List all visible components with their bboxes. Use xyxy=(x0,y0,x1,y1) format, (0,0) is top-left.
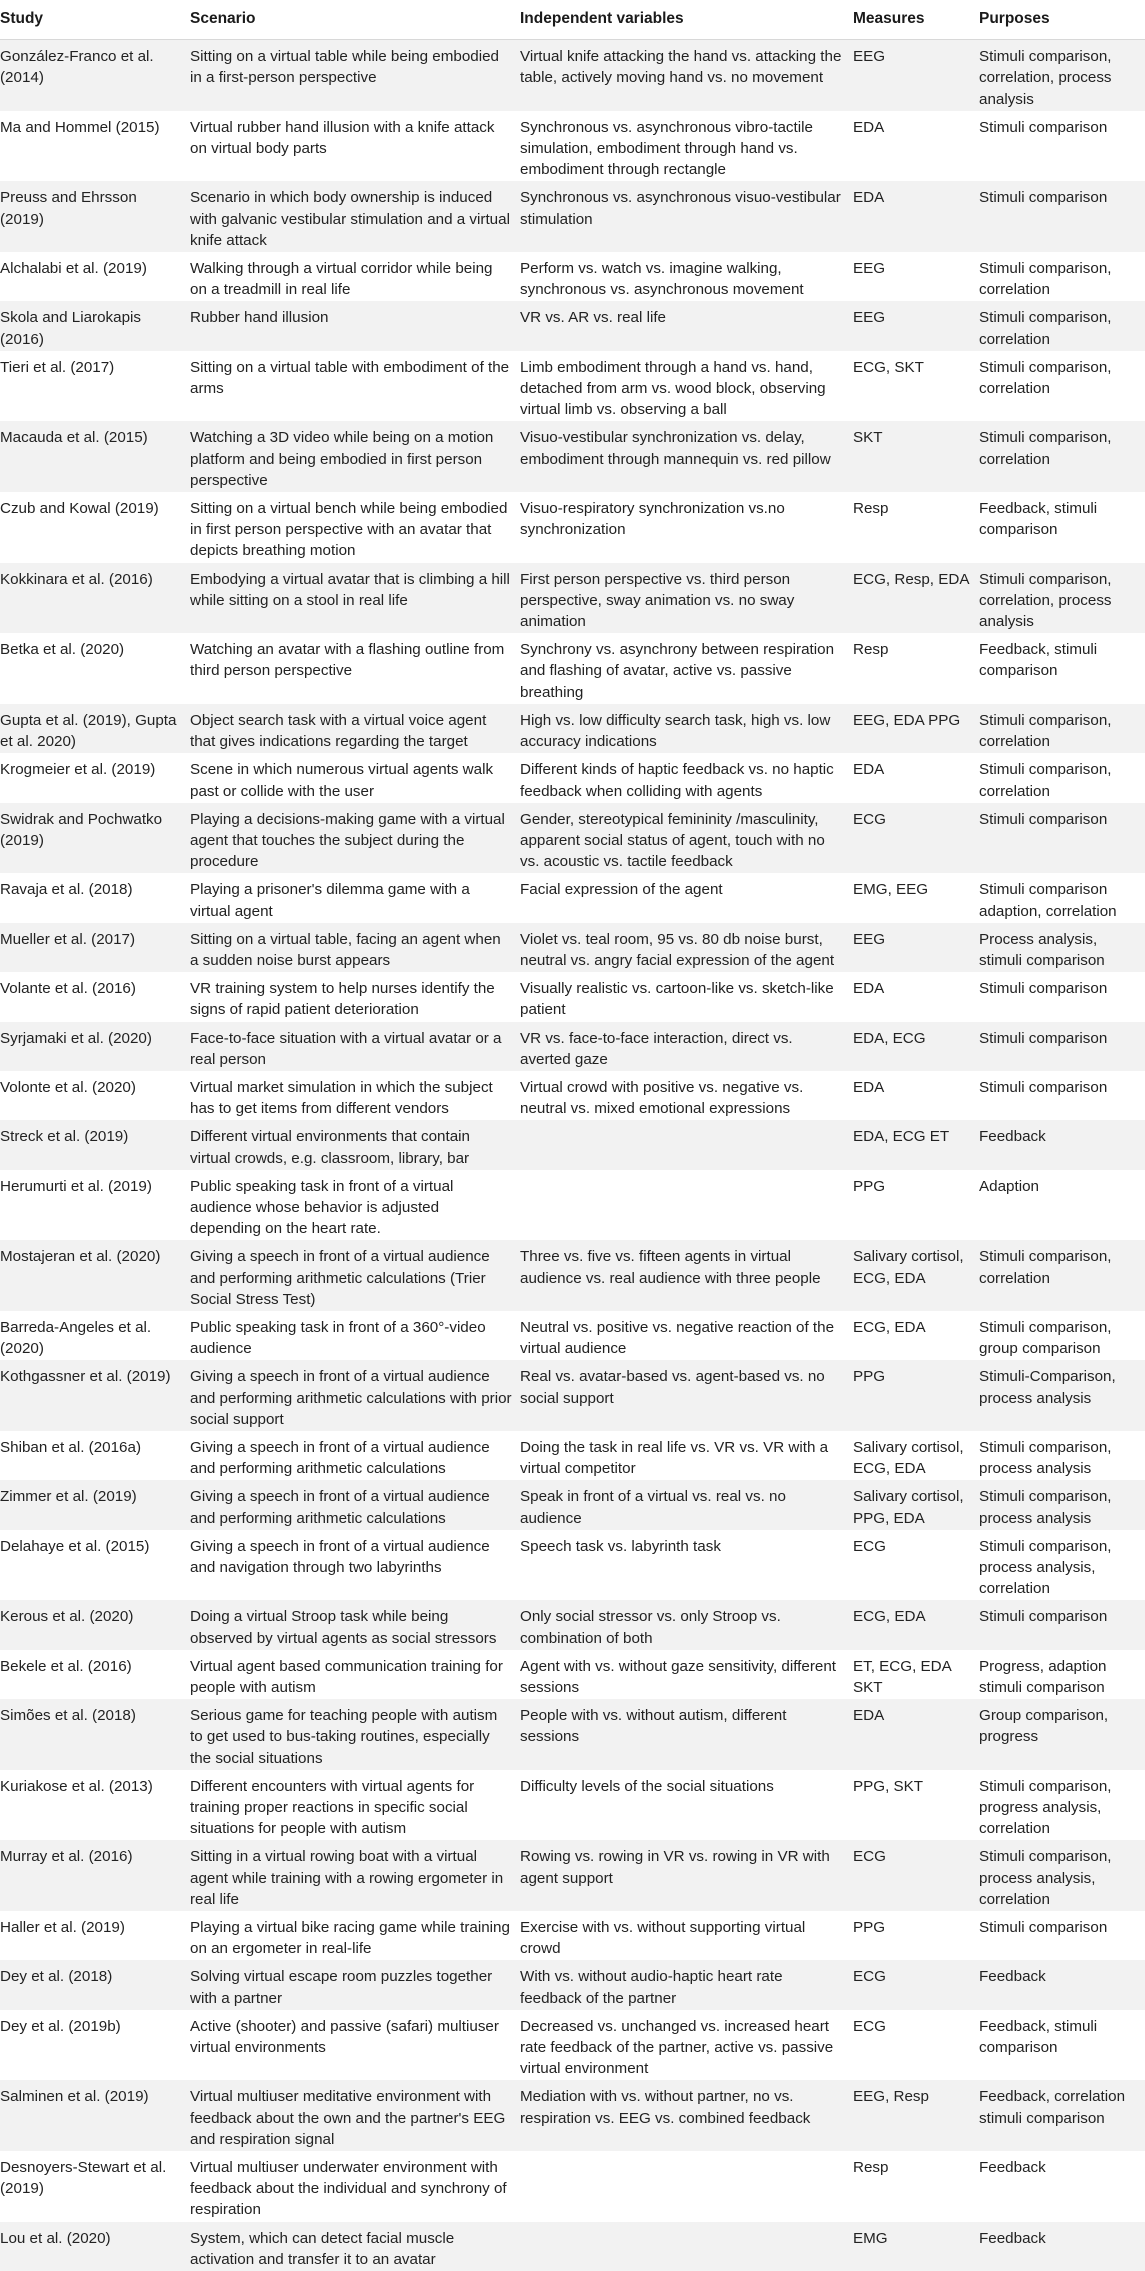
table-row xyxy=(0,1170,1145,1241)
measures-cell: EEG xyxy=(853,40,979,111)
independent-variables-cell: People with vs. without autism, different sessions xyxy=(520,1699,853,1770)
study-cell: Swidrak and Pochwatko (2019) xyxy=(0,803,190,874)
scenario-cell: Scene in which numerous virtual agents walk past or collide with the user xyxy=(190,753,520,802)
measures-cell: ECG, EDA xyxy=(853,1600,979,1649)
purposes-cell: Stimuli comparison xyxy=(979,181,1145,252)
scenario-cell: Walking through a virtual corridor while being on a treadmill in real life xyxy=(190,252,520,301)
study-cell: Barreda-Angeles et al. (2020) xyxy=(0,1311,190,1360)
scenario-cell: Sitting on a virtual table while being embodied in a first-person perspective xyxy=(190,40,520,111)
study-cell: Shiban et al. (2016a) xyxy=(0,1431,190,1480)
scenario-cell: Face-to-face situation with a virtual avatar or a real person xyxy=(190,1022,520,1071)
measures-cell: ECG xyxy=(853,1530,979,1601)
study-cell: Czub and Kowal (2019) xyxy=(0,492,190,563)
study-cell: Syrjamaki et al. (2020) xyxy=(0,1022,190,1071)
table-row xyxy=(0,2222,1145,2271)
column-header-study: Study xyxy=(0,0,190,40)
independent-variables-cell xyxy=(520,2151,853,2222)
purposes-cell: Stimuli comparison, process analysis, correlation xyxy=(979,1530,1145,1601)
column-header-purposes: Purposes xyxy=(979,0,1145,40)
independent-variables-cell: High vs. low difficulty search task, high vs. low accuracy indications xyxy=(520,704,853,753)
table-row xyxy=(0,351,1145,422)
purposes-cell: Feedback xyxy=(979,1960,1145,2009)
measures-cell: SKT xyxy=(853,421,979,492)
table-row xyxy=(0,803,1145,874)
scenario-cell: Giving a speech in front of a virtual audience and performing arithmetic calculations with prior social support xyxy=(190,1360,520,1431)
independent-variables-cell: Exercise with vs. without supporting virtual crowd xyxy=(520,1911,853,1960)
table-row xyxy=(0,1960,1145,2009)
purposes-cell: Stimuli comparison xyxy=(979,972,1145,1021)
scenario-cell: Watching an avatar with a flashing outline from third person perspective xyxy=(190,633,520,704)
independent-variables-cell: Synchronous vs. asynchronous vibro-tactile simulation, embodiment through hand vs. embodiment through rectangle xyxy=(520,111,853,182)
table-row xyxy=(0,753,1145,802)
independent-variables-cell: Rowing vs. rowing in VR vs. rowing in VR with agent support xyxy=(520,1840,853,1911)
table-row xyxy=(0,1600,1145,1649)
measures-cell: ECG xyxy=(853,2010,979,2081)
table-header xyxy=(0,0,1145,40)
independent-variables-cell: Visually realistic vs. cartoon-like vs. sketch-like patient xyxy=(520,972,853,1021)
table-row xyxy=(0,1699,1145,1770)
measures-cell: EDA xyxy=(853,972,979,1021)
scenario-cell: Playing a prisoner's dilemma game with a virtual agent xyxy=(190,873,520,922)
scenario-cell: Embodying a virtual avatar that is climbing a hill while sitting on a stool in real life xyxy=(190,563,520,634)
column-header-independent-variables: Independent variables xyxy=(520,0,853,40)
purposes-cell: Stimuli comparison, correlation xyxy=(979,252,1145,301)
table-row xyxy=(0,972,1145,1021)
purposes-cell: Stimuli comparison xyxy=(979,1022,1145,1071)
scenario-cell: Serious game for teaching people with autism to get used to bus-taking routines, especially the social situations xyxy=(190,1699,520,1770)
purposes-cell: Stimuli comparison, process analysis, correlation xyxy=(979,1840,1145,1911)
measures-cell: Resp xyxy=(853,633,979,704)
independent-variables-cell: Three vs. five vs. fifteen agents in virtual audience vs. real audience with three people xyxy=(520,1240,853,1311)
measures-cell: PPG xyxy=(853,1360,979,1431)
table-row xyxy=(0,301,1145,350)
measures-cell: EMG, EEG xyxy=(853,873,979,922)
independent-variables-cell: Gender, stereotypical femininity /masculinity, apparent social status of agent, touch with no vs. acoustic vs. tactile feedback xyxy=(520,803,853,874)
measures-cell: PPG xyxy=(853,1170,979,1241)
measures-cell: ECG xyxy=(853,1840,979,1911)
study-cell: González-Franco et al. (2014) xyxy=(0,40,190,111)
study-cell: Mostajeran et al. (2020) xyxy=(0,1240,190,1311)
scenario-cell: Virtual rubber hand illusion with a knife attack on virtual body parts xyxy=(190,111,520,182)
purposes-cell: Progress, adaption stimuli comparison xyxy=(979,1650,1145,1699)
table-row xyxy=(0,1840,1145,1911)
study-cell: Murray et al. (2016) xyxy=(0,1840,190,1911)
study-cell: Streck et al. (2019) xyxy=(0,1120,190,1169)
purposes-cell: Stimuli comparison, correlation, process analysis xyxy=(979,563,1145,634)
study-cell: Krogmeier et al. (2019) xyxy=(0,753,190,802)
measures-cell: Salivary cortisol, PPG, EDA xyxy=(853,1480,979,1529)
independent-variables-cell: Visuo-respiratory synchronization vs.no synchronization xyxy=(520,492,853,563)
measures-cell: Salivary cortisol, ECG, EDA xyxy=(853,1431,979,1480)
table-body xyxy=(0,40,1145,2271)
scenario-cell: System, which can detect facial muscle activation and transfer it to an avatar xyxy=(190,2222,520,2271)
scenario-cell: Scenario in which body ownership is induced with galvanic vestibular stimulation and a virtual knife attack xyxy=(190,181,520,252)
purposes-cell: Stimuli comparison xyxy=(979,1071,1145,1120)
study-cell: Dey et al. (2019b) xyxy=(0,2010,190,2081)
purposes-cell: Stimuli comparison, correlation xyxy=(979,1240,1145,1311)
column-header-scenario: Scenario xyxy=(190,0,520,40)
scenario-cell: Giving a speech in front of a virtual audience and performing arithmetic calculations (Trier Social Stress Test) xyxy=(190,1240,520,1311)
independent-variables-cell xyxy=(520,1120,853,1169)
scenario-cell: Different encounters with virtual agents for training proper reactions in specific social situations for people with autism xyxy=(190,1770,520,1841)
independent-variables-cell: Neutral vs. positive vs. negative reaction of the virtual audience xyxy=(520,1311,853,1360)
table-row xyxy=(0,181,1145,252)
table-row xyxy=(0,421,1145,492)
column-header-measures: Measures xyxy=(853,0,979,40)
purposes-cell: Stimuli-Comparison, process analysis xyxy=(979,1360,1145,1431)
measures-cell: ECG, SKT xyxy=(853,351,979,422)
purposes-cell: Stimuli comparison, group comparison xyxy=(979,1311,1145,1360)
scenario-cell: Public speaking task in front of a 360°-video audience xyxy=(190,1311,520,1360)
independent-variables-cell: Difficulty levels of the social situations xyxy=(520,1770,853,1841)
purposes-cell: Feedback, stimuli comparison xyxy=(979,492,1145,563)
independent-variables-cell: Decreased vs. unchanged vs. increased heart rate feedback of the partner, active vs. passive virtual environment xyxy=(520,2010,853,2081)
measures-cell: EDA xyxy=(853,753,979,802)
study-cell: Preuss and Ehrsson (2019) xyxy=(0,181,190,252)
scenario-cell: Doing a virtual Stroop task while being observed by virtual agents as social stressors xyxy=(190,1600,520,1649)
table-row xyxy=(0,923,1145,972)
measures-cell: ECG xyxy=(853,803,979,874)
table-row xyxy=(0,704,1145,753)
measures-cell: EDA xyxy=(853,111,979,182)
purposes-cell: Feedback, correlation stimuli comparison xyxy=(979,2080,1145,2151)
independent-variables-cell: Doing the task in real life vs. VR vs. VR with a virtual competitor xyxy=(520,1431,853,1480)
table-row xyxy=(0,2080,1145,2151)
study-cell: Macauda et al. (2015) xyxy=(0,421,190,492)
purposes-cell: Stimuli comparison, correlation xyxy=(979,351,1145,422)
table-row xyxy=(0,1480,1145,1529)
measures-cell: PPG, SKT xyxy=(853,1770,979,1841)
table-row xyxy=(0,873,1145,922)
independent-variables-cell: With vs. without audio-haptic heart rate feedback of the partner xyxy=(520,1960,853,2009)
scenario-cell: Virtual multiuser underwater environment with feedback about the individual and synchrony of respiration xyxy=(190,2151,520,2222)
measures-cell: EMG xyxy=(853,2222,979,2271)
study-cell: Kuriakose et al. (2013) xyxy=(0,1770,190,1841)
study-cell: Salminen et al. (2019) xyxy=(0,2080,190,2151)
independent-variables-cell xyxy=(520,1170,853,1241)
study-cell: Lou et al. (2020) xyxy=(0,2222,190,2271)
study-cell: Mueller et al. (2017) xyxy=(0,923,190,972)
scenario-cell: Sitting in a virtual rowing boat with a virtual agent while training with a rowing ergometer in real life xyxy=(190,1840,520,1911)
header-row xyxy=(0,0,1145,40)
purposes-cell: Feedback xyxy=(979,2151,1145,2222)
study-cell: Simões et al. (2018) xyxy=(0,1699,190,1770)
purposes-cell: Stimuli comparison adaption, correlation xyxy=(979,873,1145,922)
table-row xyxy=(0,1022,1145,1071)
study-cell: Zimmer et al. (2019) xyxy=(0,1480,190,1529)
study-cell: Kothgassner et al. (2019) xyxy=(0,1360,190,1431)
table-row xyxy=(0,563,1145,634)
table-row xyxy=(0,1431,1145,1480)
purposes-cell: Stimuli comparison, process analysis xyxy=(979,1431,1145,1480)
measures-cell: ET, ECG, EDA SKT xyxy=(853,1650,979,1699)
study-cell: Delahaye et al. (2015) xyxy=(0,1530,190,1601)
purposes-cell: Stimuli comparison, correlation xyxy=(979,301,1145,350)
independent-variables-cell: Agent with vs. without gaze sensitivity, different sessions xyxy=(520,1650,853,1699)
study-cell: Desnoyers-Stewart et al. (2019) xyxy=(0,2151,190,2222)
table-row xyxy=(0,2151,1145,2222)
measures-cell: EEG xyxy=(853,301,979,350)
table-row xyxy=(0,40,1145,111)
purposes-cell: Stimuli comparison, correlation xyxy=(979,704,1145,753)
purposes-cell: Stimuli comparison, correlation xyxy=(979,421,1145,492)
study-cell: Skola and Liarokapis (2016) xyxy=(0,301,190,350)
measures-cell: ECG xyxy=(853,1960,979,2009)
independent-variables-cell: Mediation with vs. without partner, no vs. respiration vs. EEG vs. combined feedback xyxy=(520,2080,853,2151)
scenario-cell: Sitting on a virtual table with embodiment of the arms xyxy=(190,351,520,422)
independent-variables-cell: Only social stressor vs. only Stroop vs. combination of both xyxy=(520,1600,853,1649)
study-cell: Bekele et al. (2016) xyxy=(0,1650,190,1699)
scenario-cell: Giving a speech in front of a virtual audience and performing arithmetic calculations xyxy=(190,1431,520,1480)
scenario-cell: Virtual agent based communication training for people with autism xyxy=(190,1650,520,1699)
purposes-cell: Stimuli comparison, progress analysis, correlation xyxy=(979,1770,1145,1841)
purposes-cell: Group comparison, progress xyxy=(979,1699,1145,1770)
study-cell: Kokkinara et al. (2016) xyxy=(0,563,190,634)
table-row xyxy=(0,2010,1145,2081)
table-row xyxy=(0,1240,1145,1311)
study-cell: Kerous et al. (2020) xyxy=(0,1600,190,1649)
study-cell: Alchalabi et al. (2019) xyxy=(0,252,190,301)
measures-cell: EDA, ECG ET xyxy=(853,1120,979,1169)
scenario-cell: Playing a virtual bike racing game while training on an ergometer in real-life xyxy=(190,1911,520,1960)
measures-cell: ECG, EDA xyxy=(853,1311,979,1360)
purposes-cell: Feedback, stimuli comparison xyxy=(979,2010,1145,2081)
purposes-cell: Stimuli comparison, correlation, process analysis xyxy=(979,40,1145,111)
purposes-cell: Stimuli comparison xyxy=(979,1911,1145,1960)
purposes-cell: Stimuli comparison xyxy=(979,803,1145,874)
table-row xyxy=(0,492,1145,563)
purposes-cell: Feedback xyxy=(979,2222,1145,2271)
scenario-cell: Virtual multiuser meditative environment with feedback about the own and the partner's EEG and respiration signal xyxy=(190,2080,520,2151)
independent-variables-cell: Virtual knife attacking the hand vs. attacking the table, actively moving hand vs. no movement xyxy=(520,40,853,111)
study-cell: Gupta et al. (2019), Gupta et al. 2020) xyxy=(0,704,190,753)
measures-cell: EEG xyxy=(853,252,979,301)
study-cell: Volonte et al. (2020) xyxy=(0,1071,190,1120)
measures-cell: ECG, Resp, EDA xyxy=(853,563,979,634)
purposes-cell: Feedback xyxy=(979,1120,1145,1169)
scenario-cell: VR training system to help nurses identify the signs of rapid patient deterioration xyxy=(190,972,520,1021)
measures-cell: EEG, EDA PPG xyxy=(853,704,979,753)
scenario-cell: Rubber hand illusion xyxy=(190,301,520,350)
independent-variables-cell: Limb embodiment through a hand vs. hand, detached from arm vs. wood block, observing virtual limb vs. observing a ball xyxy=(520,351,853,422)
purposes-cell: Stimuli comparison xyxy=(979,111,1145,182)
table-row xyxy=(0,1911,1145,1960)
scenario-cell: Playing a decisions-making game with a virtual agent that touches the subject during the procedure xyxy=(190,803,520,874)
scenario-cell: Sitting on a virtual table, facing an agent when a sudden noise burst appears xyxy=(190,923,520,972)
purposes-cell: Stimuli comparison xyxy=(979,1600,1145,1649)
table-row xyxy=(0,1770,1145,1841)
study-cell: Tieri et al. (2017) xyxy=(0,351,190,422)
independent-variables-cell: Violet vs. teal room, 95 vs. 80 db noise burst, neutral vs. angry facial expression of the agent xyxy=(520,923,853,972)
scenario-cell: Object search task with a virtual voice agent that gives indications regarding the target xyxy=(190,704,520,753)
independent-variables-cell: Visuo-vestibular synchronization vs. delay, embodiment through mannequin vs. red pillow xyxy=(520,421,853,492)
independent-variables-cell: Synchrony vs. asynchrony between respiration and flashing of avatar, active vs. passive breathing xyxy=(520,633,853,704)
measures-cell: Resp xyxy=(853,492,979,563)
purposes-cell: Adaption xyxy=(979,1170,1145,1241)
independent-variables-cell: Facial expression of the agent xyxy=(520,873,853,922)
table-row xyxy=(0,1120,1145,1169)
study-cell: Ma and Hommel (2015) xyxy=(0,111,190,182)
study-cell: Haller et al. (2019) xyxy=(0,1911,190,1960)
table-row xyxy=(0,1071,1145,1120)
purposes-cell: Process analysis, stimuli comparison xyxy=(979,923,1145,972)
study-cell: Volante et al. (2016) xyxy=(0,972,190,1021)
study-cell: Herumurti et al. (2019) xyxy=(0,1170,190,1241)
scenario-cell: Watching a 3D video while being on a motion platform and being embodied in first person perspective xyxy=(190,421,520,492)
table-row xyxy=(0,111,1145,182)
scenario-cell: Giving a speech in front of a virtual audience and performing arithmetic calculations xyxy=(190,1480,520,1529)
independent-variables-cell: VR vs. AR vs. real life xyxy=(520,301,853,350)
study-cell: Dey et al. (2018) xyxy=(0,1960,190,2009)
table-row xyxy=(0,252,1145,301)
scenario-cell: Active (shooter) and passive (safari) multiuser virtual environments xyxy=(190,2010,520,2081)
independent-variables-cell: VR vs. face-to-face interaction, direct vs. averted gaze xyxy=(520,1022,853,1071)
measures-cell: EEG, Resp xyxy=(853,2080,979,2151)
scenario-cell: Different virtual environments that contain virtual crowds, e.g. classroom, library, bar xyxy=(190,1120,520,1169)
measures-cell: EDA xyxy=(853,1699,979,1770)
table-row xyxy=(0,1360,1145,1431)
independent-variables-cell: Real vs. avatar-based vs. agent-based vs. no social support xyxy=(520,1360,853,1431)
measures-cell: EEG xyxy=(853,923,979,972)
independent-variables-cell: Synchronous vs. asynchronous visuo-vestibular stimulation xyxy=(520,181,853,252)
study-cell: Ravaja et al. (2018) xyxy=(0,873,190,922)
table-row xyxy=(0,633,1145,704)
measures-cell: Resp xyxy=(853,2151,979,2222)
independent-variables-cell: Perform vs. watch vs. imagine walking, synchronous vs. asynchronous movement xyxy=(520,252,853,301)
independent-variables-cell: Speech task vs. labyrinth task xyxy=(520,1530,853,1601)
table-row xyxy=(0,1311,1145,1360)
study-cell: Betka et al. (2020) xyxy=(0,633,190,704)
scenario-cell: Public speaking task in front of a virtual audience whose behavior is adjusted depending on the heart rate. xyxy=(190,1170,520,1241)
independent-variables-cell xyxy=(520,2222,853,2271)
independent-variables-cell: First person perspective vs. third person perspective, sway animation vs. no sway animation xyxy=(520,563,853,634)
scenario-cell: Virtual market simulation in which the subject has to get items from different vendors xyxy=(190,1071,520,1120)
purposes-cell: Stimuli comparison, correlation xyxy=(979,753,1145,802)
measures-cell: Salivary cortisol, ECG, EDA xyxy=(853,1240,979,1311)
scenario-cell: Giving a speech in front of a virtual audience and navigation through two labyrinths xyxy=(190,1530,520,1601)
independent-variables-cell: Speak in front of a virtual vs. real vs. no audience xyxy=(520,1480,853,1529)
purposes-cell: Feedback, stimuli comparison xyxy=(979,633,1145,704)
scenario-cell: Solving virtual escape room puzzles together with a partner xyxy=(190,1960,520,2009)
purposes-cell: Stimuli comparison, process analysis xyxy=(979,1480,1145,1529)
measures-cell: EDA, ECG xyxy=(853,1022,979,1071)
scenario-cell: Sitting on a virtual bench while being embodied in first person perspective with an avatar that depicts breathing motion xyxy=(190,492,520,563)
measures-cell: EDA xyxy=(853,1071,979,1120)
measures-cell: PPG xyxy=(853,1911,979,1960)
table-row xyxy=(0,1650,1145,1699)
measures-cell: EDA xyxy=(853,181,979,252)
independent-variables-cell: Virtual crowd with positive vs. negative vs. neutral vs. mixed emotional expressions xyxy=(520,1071,853,1120)
independent-variables-cell: Different kinds of haptic feedback vs. no haptic feedback when colliding with agents xyxy=(520,753,853,802)
table-row xyxy=(0,1530,1145,1601)
